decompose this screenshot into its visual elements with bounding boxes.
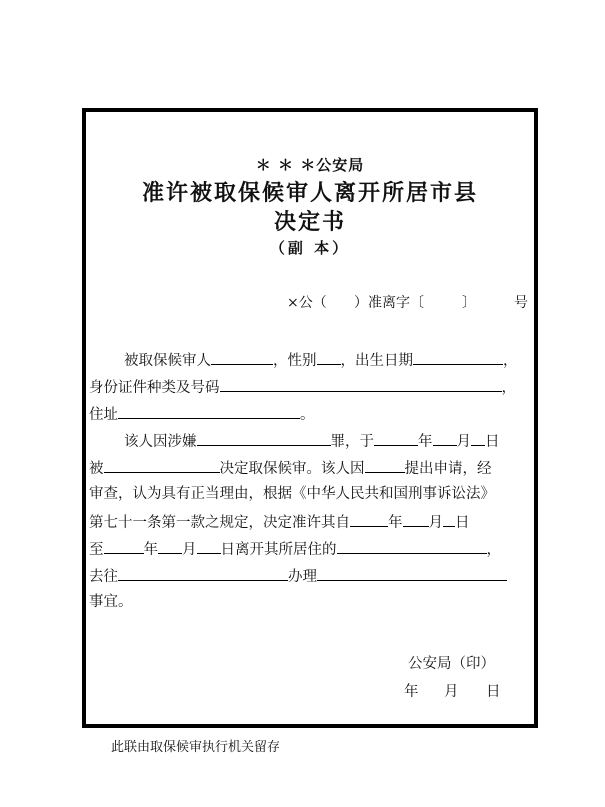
doc-number-suffix: 号 xyxy=(514,295,528,311)
label-suspect: 被取保候审人 xyxy=(124,353,211,369)
label-day: 日 xyxy=(455,515,470,531)
doc-number-prefix: ×公（ xyxy=(287,295,327,311)
doc-number-middle: ）准离字〔 xyxy=(354,295,424,311)
label-id-type: 身份证件种类及号码 xyxy=(89,380,220,396)
label-month: 月 xyxy=(428,515,443,531)
body-line-2 xyxy=(89,376,516,396)
label-destination: 去往 xyxy=(89,569,118,585)
label-day: 日 xyxy=(485,434,500,450)
label-crime-on: 罪，于 xyxy=(330,434,374,450)
reason-blank[interactable] xyxy=(365,457,405,473)
document-frame xyxy=(82,108,538,728)
date-day: 日 xyxy=(486,684,501,700)
punct: ， xyxy=(501,380,516,396)
address-blank[interactable] xyxy=(118,403,300,419)
body-line-6: 审查，认为具有正当理由，根据《中华人民共和国刑事诉讼法》 xyxy=(89,486,495,502)
crime-blank[interactable] xyxy=(197,430,331,446)
seal-line: 公安局（印） xyxy=(408,656,495,672)
id-number-blank[interactable] xyxy=(220,376,502,392)
label-handle: 办理 xyxy=(288,569,317,585)
label-year: 年 xyxy=(418,434,433,450)
body-line-4 xyxy=(124,430,500,450)
body-line-10: 事宜。 xyxy=(89,594,133,610)
punct: ， xyxy=(486,542,501,558)
residence-blank[interactable] xyxy=(337,538,487,554)
label-bail-decided: 决定取保候审。该人因 xyxy=(219,461,365,477)
label-address: 住址 xyxy=(89,407,118,423)
label-to: 至 xyxy=(89,542,104,558)
body-line-1 xyxy=(124,349,518,369)
body-line-5 xyxy=(89,457,492,477)
doc-number-bracket-close: 〕 xyxy=(462,295,476,311)
matter-blank[interactable] xyxy=(317,565,507,581)
label-leave-residence: 日离开其所居住的 xyxy=(220,542,337,558)
date-month: 月 xyxy=(444,684,459,700)
copy-label: （副 本） xyxy=(269,239,351,257)
suspect-name-blank[interactable] xyxy=(211,349,273,365)
document-title-line2: 决定书 xyxy=(273,209,346,235)
to-month-blank[interactable] xyxy=(158,538,182,554)
month-blank[interactable] xyxy=(433,430,457,446)
deciding-authority-blank[interactable] xyxy=(104,457,220,473)
body-line-9 xyxy=(89,565,507,585)
destination-blank[interactable] xyxy=(118,565,288,581)
label-month: 月 xyxy=(182,542,197,558)
label-application: 提出申请，经 xyxy=(404,461,492,477)
label-gender: ，性别 xyxy=(273,353,317,369)
date-year: 年 xyxy=(404,684,419,700)
to-year-blank[interactable] xyxy=(104,538,144,554)
from-month-blank[interactable] xyxy=(403,511,429,527)
to-day-blank[interactable] xyxy=(197,538,221,554)
body-line-8 xyxy=(89,538,501,558)
document-title-line1: 准许被取保候审人离开所居市县 xyxy=(141,180,478,206)
body-line-7 xyxy=(89,511,470,531)
label-month: 月 xyxy=(456,434,471,450)
label-year: 年 xyxy=(388,515,403,531)
body-line-3 xyxy=(89,403,315,423)
year-blank[interactable] xyxy=(374,430,418,446)
issuing-agency: ＊ ＊ ＊公安局 xyxy=(255,156,365,174)
label-birthdate: ，出生日期 xyxy=(340,353,413,369)
punct: ， xyxy=(503,353,518,369)
footer-note: 此联由取保候审执行机关留存 xyxy=(111,740,281,755)
label-year: 年 xyxy=(143,542,158,558)
birthdate-blank[interactable] xyxy=(413,349,503,365)
label-article: 第七十一条第一款之规定，决定准许其自 xyxy=(89,515,350,531)
gender-blank[interactable] xyxy=(317,349,341,365)
day-blank[interactable] xyxy=(471,430,485,446)
label-by: 被 xyxy=(89,461,104,477)
label-suspected: 该人因涉嫌 xyxy=(124,434,197,450)
from-year-blank[interactable] xyxy=(350,511,388,527)
from-day-blank[interactable] xyxy=(443,511,455,527)
punct: 。 xyxy=(300,407,315,423)
